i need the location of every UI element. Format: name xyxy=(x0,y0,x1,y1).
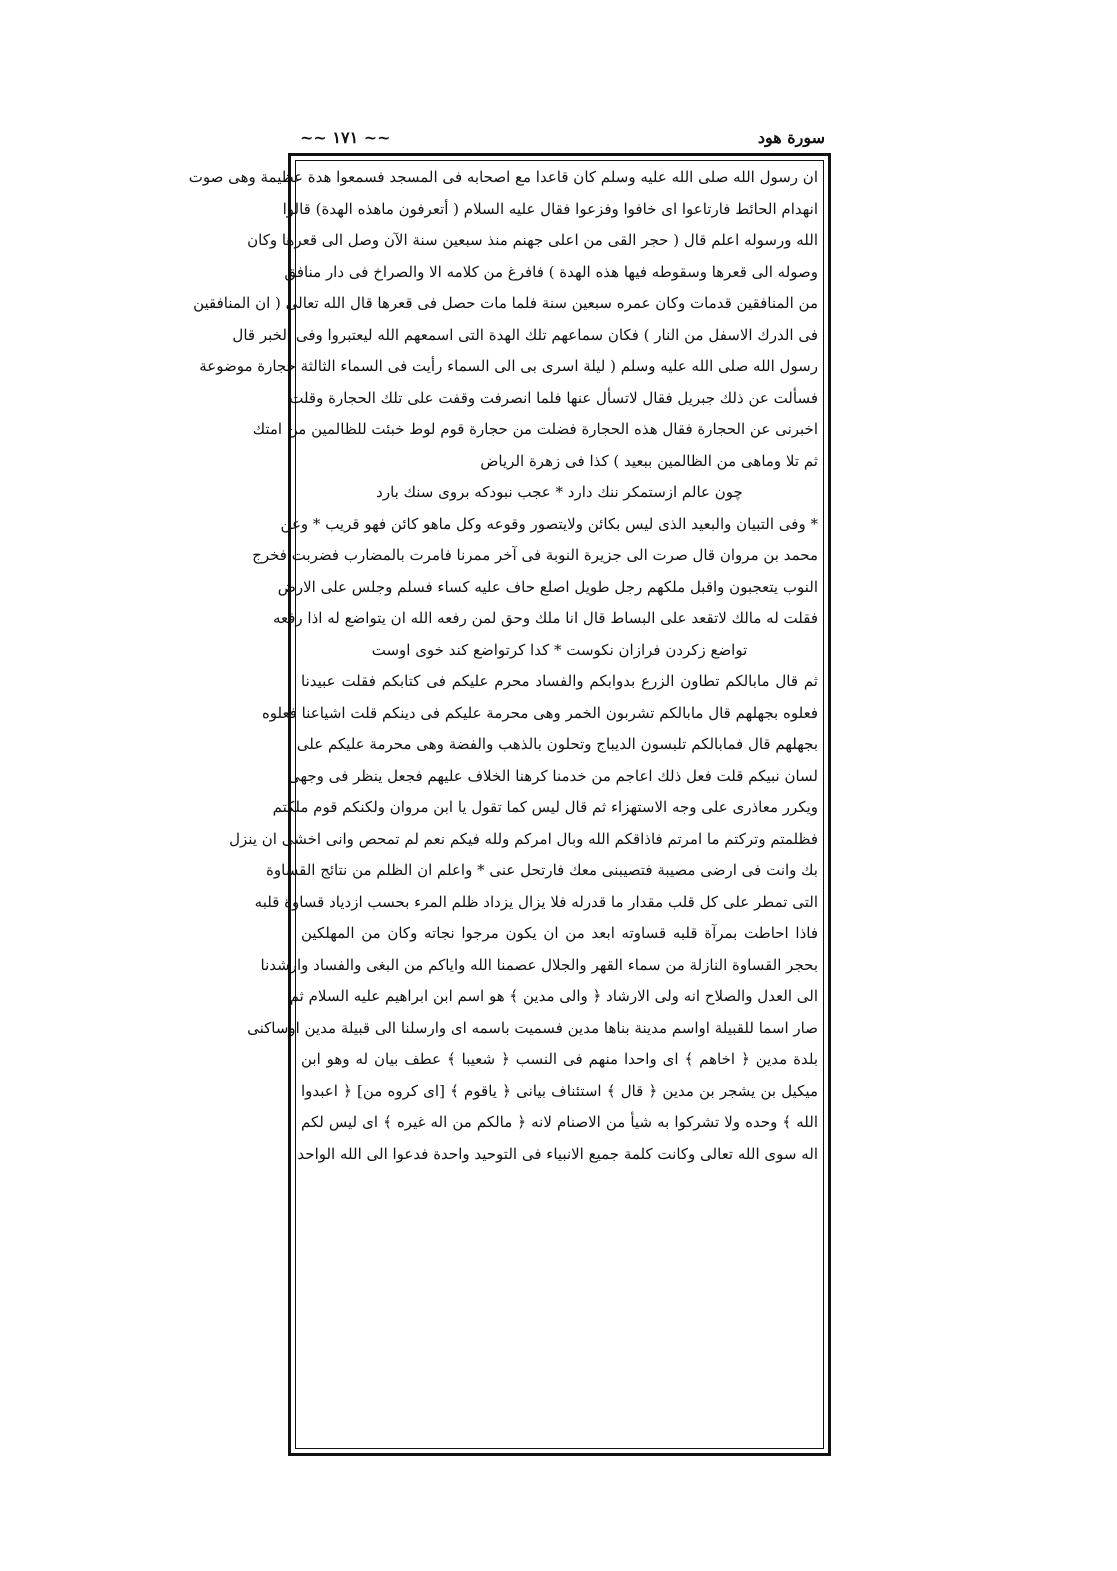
text-line: ويكرر معاذرى على وجه الاستهزاء ثم قال ليس كما تقول يا ابن مروان ولكنكم قوم ملكتم xyxy=(272,798,818,816)
verse-line: تواضع زكردن فرازان نكوست * كدا كرتواضع كند خوى اوست xyxy=(371,640,748,659)
verse-line: چون عالم ازستمكر ننك دارد * عجب نبودكه بروى سنك بارد xyxy=(376,483,743,501)
body-text xyxy=(188,162,818,1449)
text-line: محمد بن مروان قال صرت الى جزيرة النوبة فى آخر ممرنا فامرت بالمضارب فضربت فخرج xyxy=(252,546,818,564)
text-line: فقلت له مالك لاتقعد على البساط قال انا ملك وحق لمن رفعه الله ان يتواضع له اذا رفعه xyxy=(272,609,818,627)
text-line: التى تمطر على كل قلب مقدار ما قدرله فلا يزال يزداد ظلم المرء بحسب ازدياد قساوة قلبه xyxy=(254,892,818,911)
text-line: ميكيل بن يشجر بن مدين ﴿ قال ﴾ استئناف بيانى ﴿ ياقوم ﴾ [اى كروه من] ﴿ اعبدوا xyxy=(301,1081,818,1100)
text-line: ثم قال مابالكم تطاون الزرع بدوابكم والفساد محرم عليكم فى كتابكم فقلت عبيدنا xyxy=(301,672,818,690)
text-line: الله ﴾ وحده ولا تشركوا به شيأ من الاصنام لانه ﴿ مالكم من اله غيره ﴾ اى ليس لكم xyxy=(301,1113,818,1131)
text-line: بجهلهم قال فمابالكم تلبسون الديباج وتحلون بالذهب والفضة وهى محرمة عليكم على xyxy=(296,735,818,753)
text-line: اله سوى الله تعالى وكانت كلمة جميع الانبياء فى التوحيد واحدة فدعوا الى الله الواحد xyxy=(297,1144,818,1163)
text-line: اخبرنى عن الحجارة فقال هذه الحجارة فضلت من حجارة قوم لوط خبئت للظالمين من امتك xyxy=(252,420,818,438)
running-title: سورة هود xyxy=(757,127,825,147)
page-number: ~~ ١٧١ ~~ xyxy=(300,127,391,147)
text-line: فسألت عن ذلك جبريل فقال لاتسأل عنها فلما انصرفت وقفت على تلك الحجارة وقلت xyxy=(289,388,818,407)
text-line: صار اسما للقبيلة اواسم مدينة بناها مدين فسميت باسمه اى وارسلنا الى قبيلة مدين اوساكنى xyxy=(247,1018,818,1037)
text-line: فعلوه بجهلهم قال مابالكم تشربون الخمر وهى محرمة عليكم فى دينكم قلت اشياعنا فعلوه xyxy=(261,703,818,722)
text-line: بك وانت فى ارضى مصيبة فتصيبنى معك فارتحل عنى * واعلم ان الظلم من نتائج القساوة xyxy=(266,861,818,879)
text-line: ثم تلا وماهى من الظالمين ببعيد ) كذا فى زهرة الرياض xyxy=(480,451,818,470)
text-line: الى العدل والصلاح انه ولى الارشاد ﴿ والى مدين ﴾ هو اسم ابن ابراهيم عليه السلام ثم xyxy=(289,987,818,1005)
text-line: * وفى التبيان والبعيد الذى ليس بكائن ولايتصور وقوعه وكل ماهو كائن فهو قريب * وعن xyxy=(280,514,818,533)
text-line: وصوله الى قعرها وسقوطه فيها هذه الهدة ) فافرغ من كلامه الا والصراخ فى دار منافق xyxy=(284,262,818,281)
text-frame xyxy=(188,153,831,1456)
text-line: فظلمتم وتركتم ما امرتم فاذاقكم الله وبال امركم ولله فيكم نعم لم تمحص وانى اخشى ان ينزل xyxy=(229,829,818,848)
text-line: لسان نبيكم قلت فعل ذلك اعاجم من خدمنا كرهنا الخلاف عليهم فجعل ينظر فى وجهى xyxy=(287,766,818,785)
text-line: فاذا احاطت بمرآة قلبه قساوته ابعد من ان يكون مرجوا نجاته وكان من المهلكين xyxy=(301,924,818,942)
text-line: ان رسول الله صلى الله عليه وسلم كان قاعدا مع اصحابه فى المسجد فسمعوا هدة عظيمة وهى صوت xyxy=(188,168,818,186)
text-line: انهدام الحائط فارتاعوا اى خافوا وفزعوا فقال عليه السلام ( أتعرفون ماهذه الهدة) قالوا xyxy=(282,199,818,218)
text-line: بحجر القساوة النازلة من سماء القهر والجلال عصمنا الله واياكم من البغى والفساد وارشدنا xyxy=(260,955,818,974)
text-line: الله ورسوله اعلم قال ( حجر القى من اعلى جهنم منذ سبعين سنة الآن وصل الى قعرها وكان xyxy=(247,231,818,249)
text-line: بلدة مدين ﴿ اخاهم ﴾ اى واحدا منهم فى النسب ﴿ شعيبا ﴾ عطف بيان له وهو ابن xyxy=(301,1050,818,1068)
text-line: فى الدرك الاسفل من النار ) فكان سماعهم تلك الهدة التى اسمعهم الله ليعتبروا وفى الخبر قال xyxy=(232,325,818,344)
page-header xyxy=(300,122,825,152)
text-line: النوب يتعجبون واقبل ملكهم رجل طويل اصلع حاف عليه كساء فسلم وجلس على الارض xyxy=(277,577,818,596)
text-line: من المنافقين قدمات وكان عمره سبعين سنة فلما مات حصل فى قعرها قال الله تعالى ( ان المنافقين xyxy=(193,294,818,312)
text-line: رسول الله صلى الله عليه وسلم ( ليلة اسرى بى الى السماء رأيت فى السماء الثالثة حجارة موضوعة xyxy=(199,357,818,375)
